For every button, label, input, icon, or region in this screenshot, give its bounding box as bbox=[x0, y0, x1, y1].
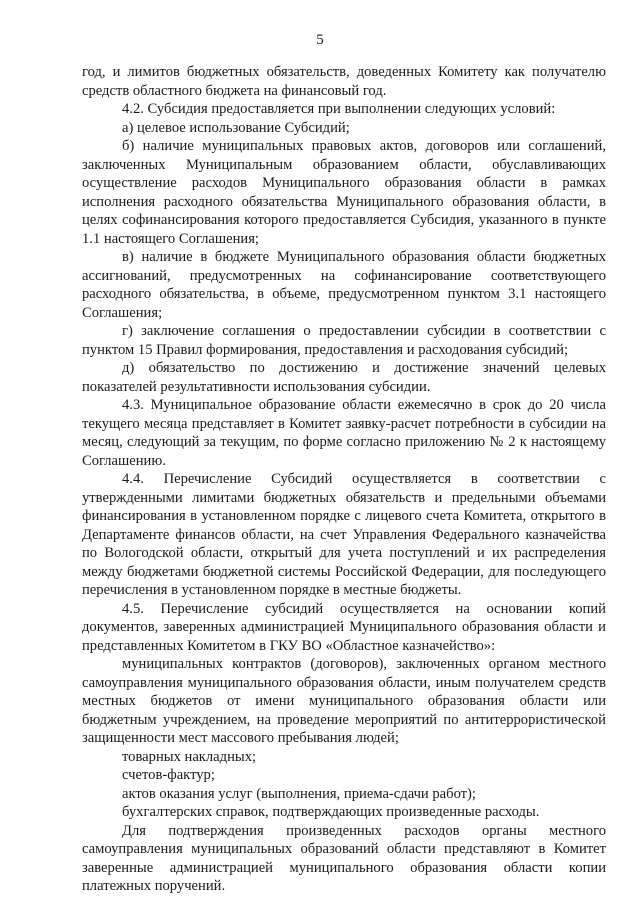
condition-g: г) заключение соглашения о предоставлении субсидии в соответствии с пунктом 15 Правил формирования, предоставления и расходования субсидий; bbox=[82, 323, 606, 358]
paragraph-payment-orders: Для подтверждения произведенных расходов органы местного самоуправления муниципальных образований области представляют в Комитет заверенные администрацией муниципального образования области копии платежных поручений. bbox=[82, 822, 606, 894]
condition-d: д) обязательство по достижению и достижение значений целевых показателей результативности использования субсидии. bbox=[82, 360, 606, 395]
list-item-tax-invoices: счетов-фактур; bbox=[122, 767, 215, 783]
paragraph-4-4: 4.4. Перечисление Субсидий осуществляется в соответствии с утвержденными лимитами бюджетных обязательств и предельными объемами финансирования в установленном порядке с лицевого счета Комитета, открытого в Департаменте финансов области, на счет Управления Федерального казначейства по Вологодской области, открытый для учета поступлений и их распределения между бюджетами бюджетной системы Российской Федерации, для последующего перечисления в установленном порядке в местные бюджеты. bbox=[82, 471, 606, 598]
paragraph-4-5: 4.5. Перечисление субсидий осуществляется на основании копий документов, заверенных администрацией Муниципального образования области и представленных Комитетом в ГКУ ВО «Областное казначейство»: bbox=[82, 600, 606, 654]
paragraph-4-2: 4.2. Субсидия предоставляется при выполнении следующих условий: bbox=[122, 101, 556, 117]
paragraph-4-3: 4.3. Муниципальное образование области ежемесячно в срок до 20 числа текущего месяца представляет в Комитет заявку-расчет потребности в субсидии на месяц, следующий за текущим, по форме согласно приложению № 2 к настоящему Соглашению. bbox=[82, 397, 606, 469]
condition-a: а) целевое использование Субсидий; bbox=[122, 119, 350, 136]
document-body bbox=[82, 63, 606, 896]
condition-b: б) наличие муниципальных правовых актов, договоров или соглашений, заключенных Муниципальным образованием области, обуславливающих осуществление расходов Муниципального образования области в рамках исполнения расходного обязательства Муниципального образования области, в целях софинансирования которого предоставляется Субсидия, указанного в пункте 1.1 настоящего Соглашения; bbox=[82, 138, 606, 247]
list-item-service-acts: актов оказания услуг (выполнения, приема-сдачи работ); bbox=[122, 785, 476, 802]
condition-v: в) наличие в бюджете Муниципального образования области бюджетных ассигнований, предусмотренных на софинансирование соответствующего расходного обязательства, в объеме, предусмотренном пунктом 3.1 настоящего Соглашения; bbox=[82, 249, 606, 321]
list-item-invoices: товарных накладных; bbox=[122, 748, 257, 765]
list-item-accounting-certificates: бухгалтерских справок, подтверждающих произведенные расходы. bbox=[122, 804, 540, 820]
list-item-contracts: муниципальных контрактов (договоров), заключенных органом местного самоуправления муниципального образования области, иным получателем средств местных бюджетов от имени муниципального образования области или бюджетным учреждением, на проведение мероприятий по антитеррористической защищенности мест массового пребывания людей; bbox=[82, 656, 606, 746]
paragraph-continuation: год, и лимитов бюджетных обязательств, доведенных Комитету как получателю средств областного бюджета на финансовый год. bbox=[82, 64, 606, 99]
page-number: 5 bbox=[316, 32, 324, 48]
